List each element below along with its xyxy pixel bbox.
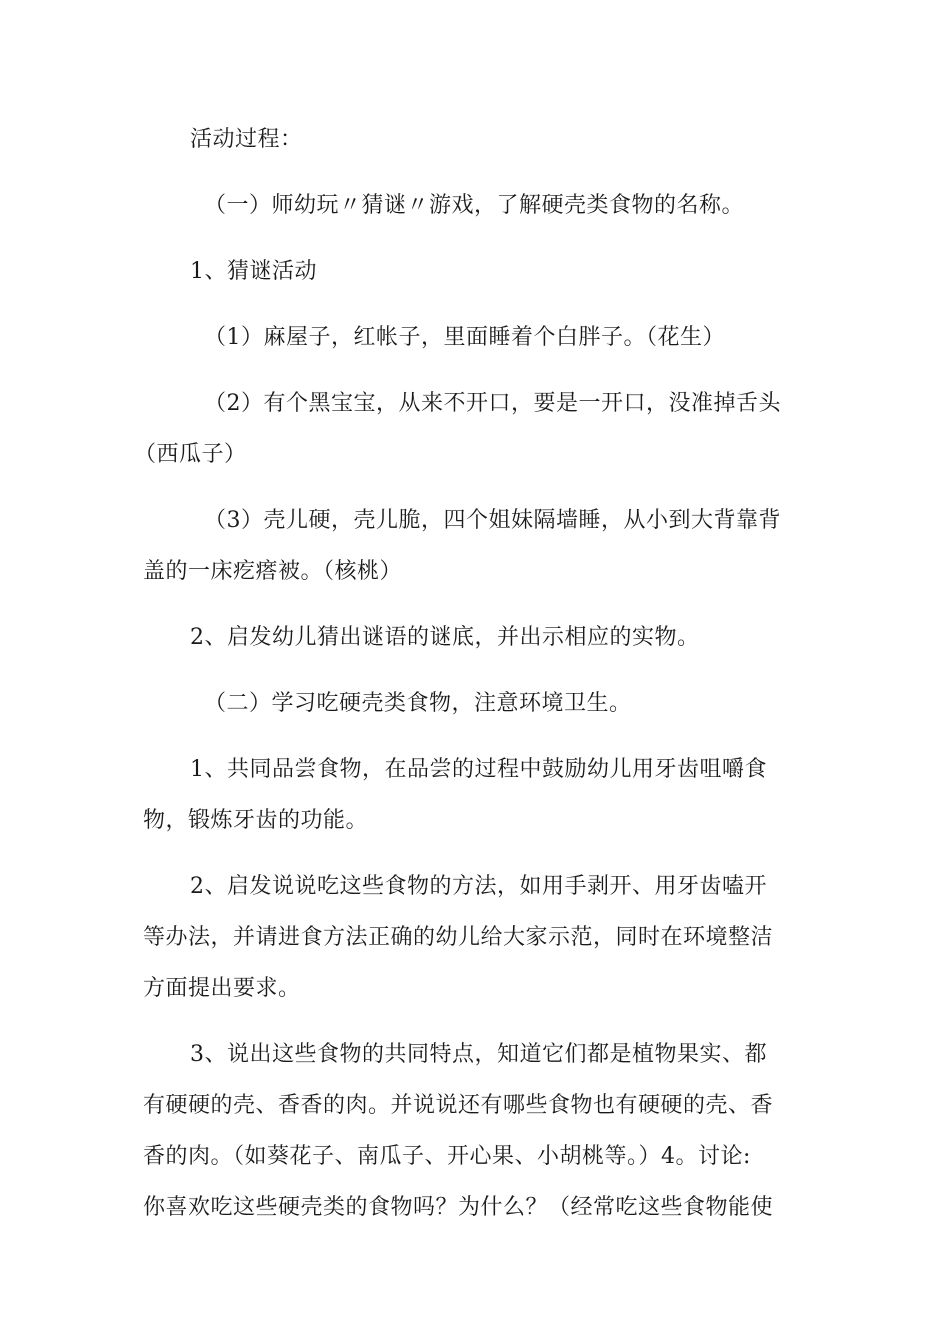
paragraph-line: 方面提出要求。 [143,976,301,1001]
paragraph-line: 2、启发幼儿猜出谜语的谜底，并出示相应的实物。 [190,625,700,650]
paragraph-line: 你喜欢吃这些硬壳类的食物吗？为什么？（经常吃这些食物能使 [143,1195,774,1220]
riddle-line: （西瓜子） [134,442,247,467]
riddle-line: （2）有个黑宝宝，从来不开口，要是一开口，没准掉舌头 [204,391,781,416]
paragraph-line: 香的肉。（如葵花子、南瓜子、开心果、小胡桃等。）4。讨论: [143,1144,751,1169]
paragraph-line: 有硬硬的壳、香香的肉。并说说还有哪些食物也有硬硬的壳、香 [143,1093,774,1118]
riddle-line: （1）麻屋子，红帐子，里面睡着个白胖子。（花生） [204,325,725,350]
paragraph-line: 等办法，并请进食方法正确的幼儿给大家示范，同时在环境整洁 [143,925,774,950]
paragraph-line: 2、启发说说吃这些食物的方法，如用手剥开、用牙齿嗑开 [190,874,767,899]
section-heading: 活动过程： [190,127,303,152]
subsection-heading: （一）师幼玩〃猜谜〃游戏，了解硬壳类食物的名称。 [204,193,745,218]
subsection-heading: （二）学习吃硬壳类食物，注意环境卫生。 [204,691,632,716]
riddle-line: 盖的一床疙瘩被。（核桃） [143,559,403,584]
paragraph-line: 1、共同品尝食物，在品尝的过程中鼓励幼儿用牙齿咀嚼食 [190,757,767,782]
riddle-line: （3）壳儿硬，壳儿脆，四个姐妹隔墙睡，从小到大背靠背 [204,508,781,533]
paragraph-line: 1、猜谜活动 [190,259,317,284]
paragraph-line: 3、说出这些食物的共同特点，知道它们都是植物果实、都 [190,1042,767,1067]
paragraph-line: 物，锻炼牙齿的功能。 [143,808,369,833]
